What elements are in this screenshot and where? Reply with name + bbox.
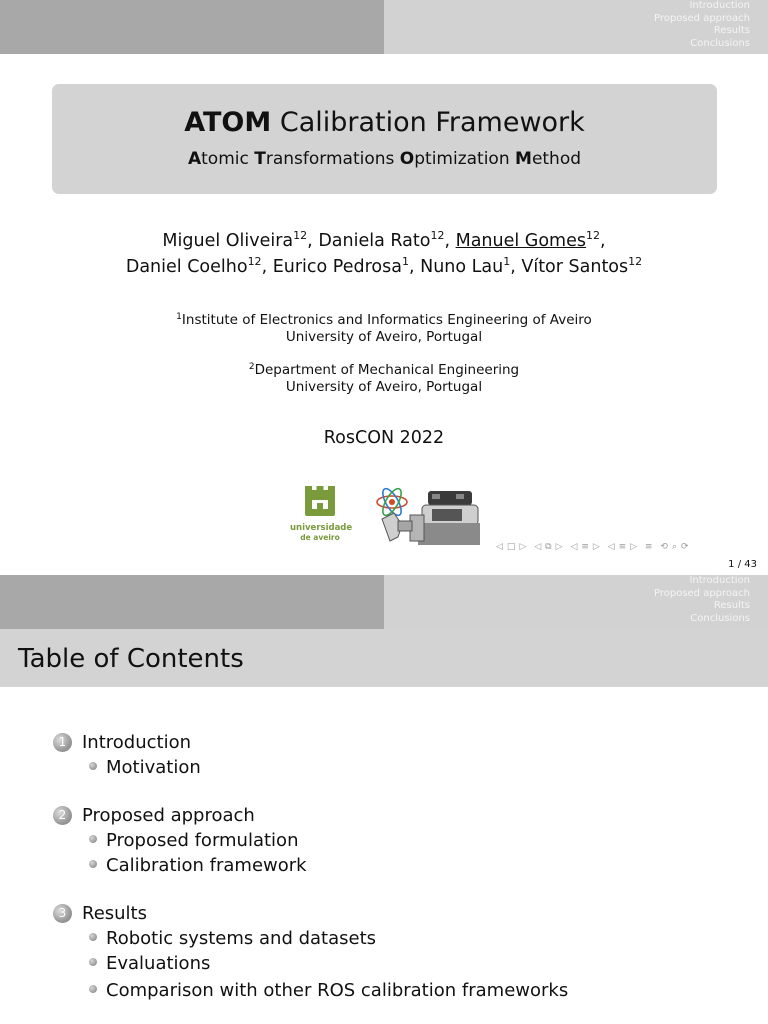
nav-next-section-icon[interactable]: ▷ bbox=[630, 542, 639, 552]
presentation-title bbox=[52, 106, 717, 140]
author-name: Vítor Santos bbox=[521, 257, 629, 277]
event-name: RosCON 2022 bbox=[323, 428, 445, 448]
author-name: Miguel Oliveira bbox=[162, 231, 294, 251]
nav-prev-slide-icon[interactable]: ◁ bbox=[534, 542, 543, 552]
university-logo bbox=[290, 486, 353, 544]
nav-item-proposed-approach[interactable]: Proposed approach bbox=[653, 587, 750, 599]
author-name: Daniel Coelho bbox=[125, 257, 248, 277]
title-box bbox=[52, 84, 717, 194]
author-line-2: Daniel Coelho$^{12}$, Eurico Pedrosa$^1$, Nuno Lau$^1$, Vítor Santos$^{12}$ bbox=[125, 255, 643, 277]
toc-subsection-label: Evaluations bbox=[106, 953, 211, 974]
author-affiliation: 1 bbox=[503, 255, 511, 268]
back-icon[interactable]: ⟲ bbox=[660, 542, 669, 552]
nav-prev-subsection-icon[interactable]: ◁ bbox=[570, 542, 579, 552]
nav-item-results[interactable]: Results bbox=[713, 600, 750, 612]
nav-item-results[interactable]: Results bbox=[713, 25, 750, 37]
toc-subsection[interactable] bbox=[89, 855, 307, 876]
author-name: Daniela Rato bbox=[318, 231, 431, 251]
author-name: Eurico Pedrosa bbox=[272, 257, 402, 277]
header-left-band bbox=[0, 0, 384, 54]
institute-number: 1 bbox=[176, 312, 182, 322]
toc-subsection-label: Proposed formulation bbox=[106, 830, 299, 851]
toc-section-label: Introduction bbox=[82, 732, 192, 753]
bullet-icon bbox=[89, 933, 97, 941]
header-navigation bbox=[0, 575, 768, 629]
toc-subsection[interactable] bbox=[89, 928, 376, 949]
slide-icon[interactable]: ⧉ bbox=[545, 542, 553, 552]
nav-next-slide-icon[interactable]: ▷ bbox=[555, 542, 564, 552]
institute-1 bbox=[0, 312, 768, 346]
author-affiliation: 12 bbox=[247, 255, 262, 268]
beamer-navigation-symbols bbox=[496, 542, 692, 552]
author-name: Nuno Lau bbox=[420, 257, 504, 277]
institute-2 bbox=[0, 362, 768, 396]
nav-item-proposed-approach[interactable]: Proposed approach bbox=[653, 12, 750, 24]
section-icon[interactable]: ≡ bbox=[618, 542, 628, 552]
subtitle-initial: A bbox=[187, 149, 202, 169]
bullet-icon bbox=[89, 985, 97, 993]
author-affiliation: 12 bbox=[293, 229, 308, 242]
section-number-ball: 1 bbox=[53, 733, 72, 752]
institute-number: 2 bbox=[248, 362, 255, 372]
author-affiliation: 12 bbox=[628, 255, 643, 268]
author-affiliation: 1 bbox=[401, 255, 409, 268]
nav-next-subsection-icon[interactable]: ▷ bbox=[592, 542, 601, 552]
bullet-icon bbox=[89, 958, 97, 966]
university-logo-mark bbox=[304, 486, 336, 520]
toc-subsection[interactable] bbox=[89, 830, 298, 851]
subtitle-initial: T bbox=[254, 149, 266, 169]
header-left-band bbox=[0, 575, 384, 629]
frame-icon[interactable]: □ bbox=[506, 542, 517, 552]
header-navigation bbox=[0, 0, 768, 54]
search-icon[interactable]: ⌕ bbox=[671, 542, 678, 552]
section-nav-list bbox=[654, 0, 750, 50]
section-number-ball: 3 bbox=[53, 904, 72, 923]
nav-prev-frame-icon[interactable]: ◁ bbox=[496, 542, 504, 552]
subtitle-word: tomic bbox=[201, 149, 255, 169]
institute-location: University of Aveiro, Portugal bbox=[285, 329, 483, 345]
toc-section-label: Proposed approach bbox=[82, 805, 255, 826]
toc-subsection-label: Comparison with other ROS calibration frameworks bbox=[106, 980, 569, 1001]
section-number-ball: 2 bbox=[53, 806, 72, 825]
bullet-icon bbox=[89, 835, 97, 843]
toc-section-2[interactable] bbox=[53, 805, 255, 826]
subtitle-initial: M bbox=[515, 149, 532, 169]
bullet-icon bbox=[89, 860, 97, 868]
toc-section-3[interactable] bbox=[53, 903, 147, 924]
forward-icon[interactable]: ⟳ bbox=[680, 542, 690, 552]
nav-item-introduction[interactable]: Introduction bbox=[689, 0, 750, 11]
toc-section-1[interactable] bbox=[53, 732, 191, 753]
institute-name bbox=[0, 312, 768, 329]
toc-subsection-label: Robotic systems and datasets bbox=[106, 928, 377, 949]
author-list bbox=[0, 228, 768, 280]
institute-name bbox=[0, 362, 768, 379]
subtitle-word: ptimization bbox=[414, 149, 516, 169]
author-line-1: Miguel Oliveira$^{12}$, Daniela Rato$^{12}$, Manuel Gomes$^{12}$, bbox=[162, 229, 606, 251]
nav-prev-section-icon[interactable]: ◁ bbox=[607, 542, 616, 552]
toc-slide bbox=[0, 575, 768, 1024]
institute-line: Department of Mechanical Engineering bbox=[254, 362, 520, 378]
author-affiliation: 12 bbox=[430, 229, 445, 242]
subsection-icon[interactable]: ≡ bbox=[581, 542, 590, 552]
university-logo-text: de aveiro bbox=[300, 533, 340, 542]
subtitle-word: ethod bbox=[531, 149, 582, 169]
atom-robot-logo bbox=[372, 485, 480, 545]
nav-item-conclusions[interactable]: Conclusions bbox=[690, 612, 750, 624]
bullet-icon bbox=[89, 762, 97, 770]
university-logo-text: universidade bbox=[290, 523, 353, 533]
nav-item-introduction[interactable]: Introduction bbox=[689, 575, 750, 586]
nav-item-conclusions[interactable]: Conclusions bbox=[690, 37, 750, 49]
institute-location: University of Aveiro, Portugal bbox=[285, 379, 483, 395]
title-acronym: ATOM bbox=[184, 107, 272, 138]
toc-subsection[interactable] bbox=[89, 757, 201, 778]
institute-line: Institute of Electronics and Informatics Engineering of Aveiro bbox=[181, 312, 592, 328]
subtitle-initial: O bbox=[399, 149, 415, 169]
presentation-subtitle bbox=[52, 148, 717, 170]
toc-subsection-label: Motivation bbox=[106, 757, 201, 778]
presenting-author-name: Manuel Gomes bbox=[455, 231, 586, 251]
title-rest: Calibration Framework bbox=[279, 107, 585, 138]
document-icon[interactable]: ≡ bbox=[644, 542, 654, 552]
toc-subsection[interactable] bbox=[89, 980, 568, 1001]
author-affiliation: 12 bbox=[586, 229, 600, 242]
subtitle-word: ransformations bbox=[265, 149, 400, 169]
toc-section-label: Results bbox=[82, 903, 147, 924]
page-number: 1 / 43 bbox=[728, 559, 757, 570]
nav-next-frame-icon[interactable]: ▷ bbox=[519, 542, 528, 552]
toc-subsection[interactable] bbox=[89, 953, 210, 974]
frame-title-bar bbox=[0, 629, 768, 687]
section-nav-list bbox=[654, 575, 750, 625]
frame-title: Table of Contents bbox=[18, 644, 244, 674]
toc-subsection-label: Calibration framework bbox=[106, 855, 307, 876]
